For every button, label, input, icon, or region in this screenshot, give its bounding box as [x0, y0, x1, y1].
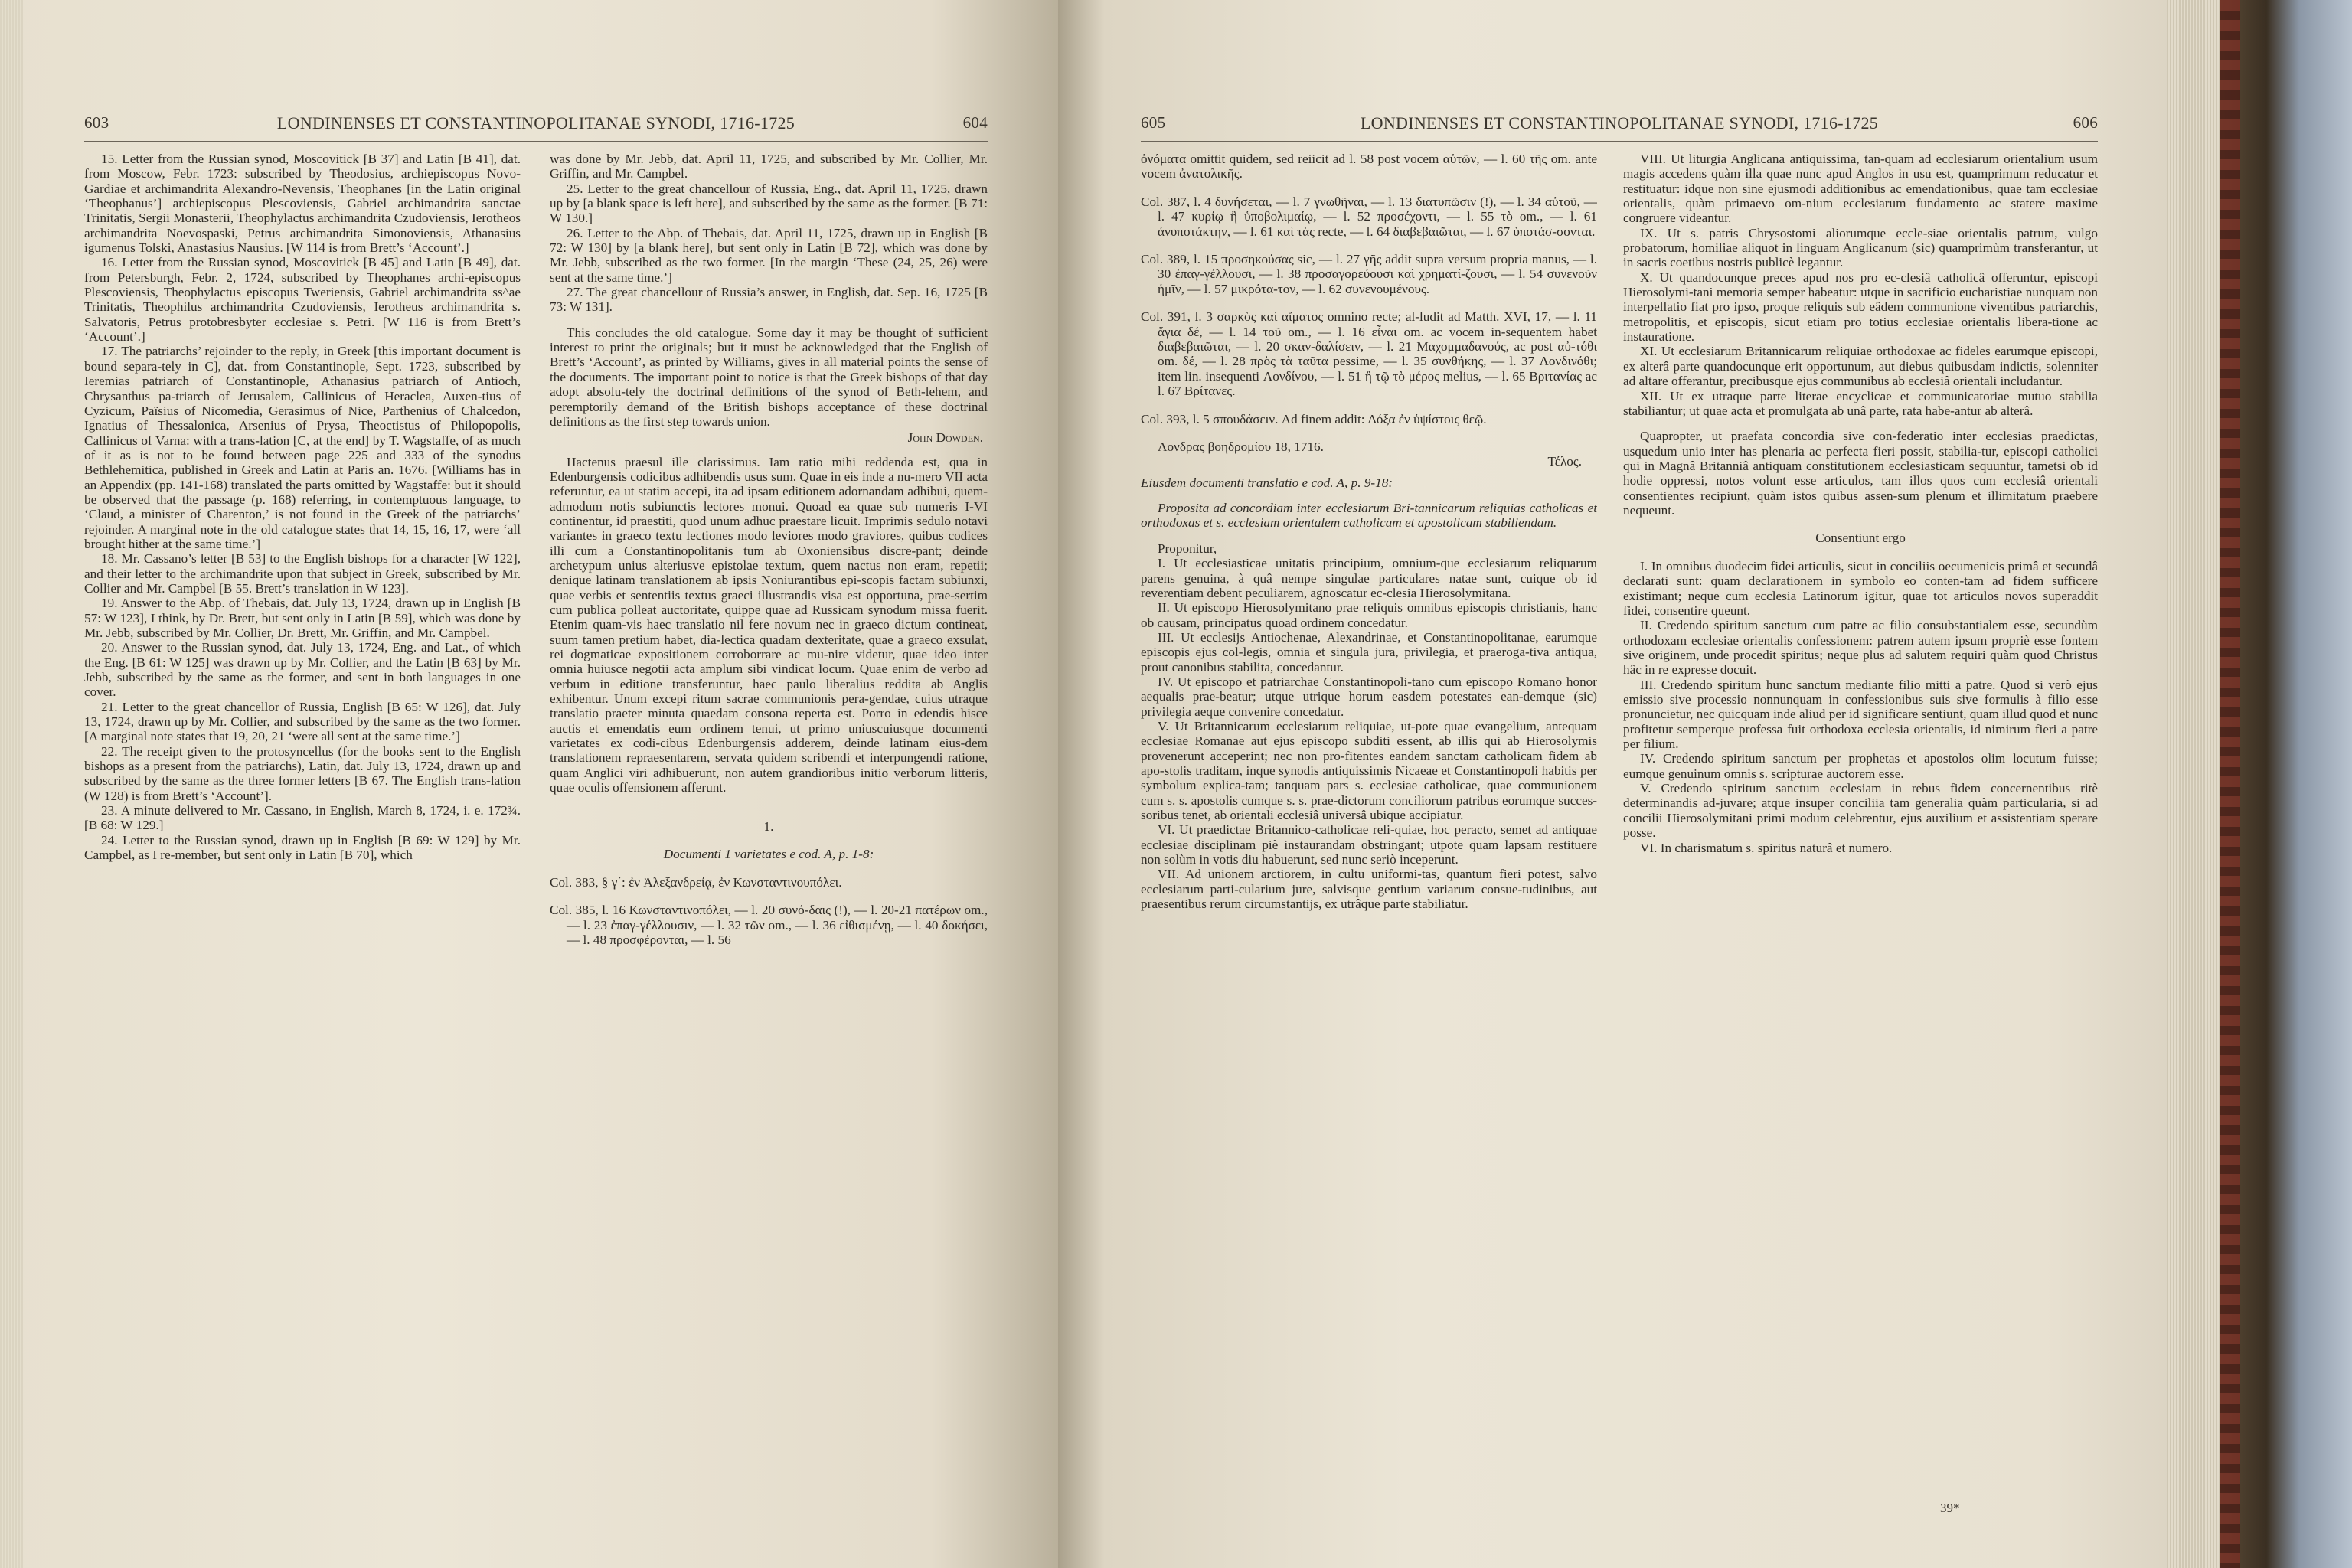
right-column-1 — [1141, 152, 1597, 1545]
proponitur: Proponitur, — [1158, 541, 1217, 556]
consent-V: V. Credendo spiritum sanctum ecclesiam in rebus fidem concernentibus ritè determinandis ad-juvare; atque insuper conciliia tam generalia quàm particularia, si ad concilii Hierosolymitani primi modum celebrentur, ejus auxilium et assistentiam sperare posse. — [1623, 781, 2098, 841]
left-column-2 — [550, 152, 988, 1545]
left-head-rule — [84, 141, 988, 142]
section-number: 1. — [763, 818, 774, 834]
consent-II: II. Credendo spiritum sanctum cum patre ac filio consubstantialem esse, secundùm orthodoxam ecclesiae orientalis confessionem: patrem autem ipsum propriè esse fontem sive originem, unde procedit spiritus; neque plus ad salutem requiri quàm quod Christus hâc in re expresse docuit. — [1623, 618, 2098, 678]
consent-VI: VI. In charismatum s. spiritus naturâ et numero. — [1640, 840, 1893, 855]
article-V: V. Ut Britannicarum ecclesiarum reliquiae, ut-pote quae evangelium, antequam ecclesiae Romanae aut ejus episcopo subditi essent, ab illis qui ab Hierosolymis provenerunt acceperint; nec non pro-fitentes eandem sanctam catholicam fidem ab apo-stolis traditam, inque synodis antiquissimis Nicaeae et Constantinopoli habitis per symbolum explica-tam; tanquam pars s. ecclesiae catholicae, quae communionem cum s. s. apostolis cumque s. s. prae-dictorum conciliorum patribus eorumque succes-soribus tenet, ab orientali ecclesiâ universâ ubique accipiatur. — [1141, 718, 1597, 822]
entry-22: 22. The receipt given to the protosyncellus (for the books sent to the English bishops as a present from the patriarchs), Latin, dat. July 13, 1724, drawn up and subscribed by the same as the three former letters [B 67. The English trans-lation (W 128) is from Brett’s ‘Account’]. — [84, 743, 521, 803]
page-number-603: 603 — [84, 113, 109, 132]
variant-col-387: Col. 387, l. 4 δυνήσεται, — l. 7 γνωθῆναι, — l. 13 διατυπῶσιν (!), — l. 34 αὐτοῦ, — l. 47 κυρίῳ ἢ ὑποβολιμαίῳ, — l. 52 προσέχοντι, — l. 55 τὸ om., — l. 61 ἀνυποτάκτην, — l. 61 καὶ τὰς recte, — l. 64 διαβεβαιῶται, — l. 67 ὑποτάσ-σονται. — [1141, 194, 1597, 239]
book-binding-strip — [2220, 0, 2240, 1568]
article-IX: IX. Ut s. patris Chrysostomi aliorumque eccle-siae orientalis patrum, vulgo probatorum, homiliae aliquot in linguam Anglicanum (sic) quamprimùm transferantur, ut in sacris coetibus nostris publicè legantur. — [1623, 225, 2098, 270]
entry-23: 23. A minute delivered to Mr. Cassano, in English, March 8, 1724, i. e. 172¾. [B 68: W 129.] — [84, 803, 521, 833]
article-I: I. Ut ecclesiasticae unitatis principium, omnium-que ecclesiarum reliquarum parens genuina, à quâ nempe singulae particulares natae sunt, cuique ob id reverentiam debent peculiarem, agnoscatur ec-clesia Hierosolymitana. — [1141, 556, 1597, 600]
entry-17: 17. The patriarchs’ rejoinder to the reply, in Greek [this important document is bound separa-tely in C], dat. from Constantinople, Sept. 1723, subscribed by Ieremias patriarch of Constantinople, Athanasius patriarch of Antioch, Chrysanthus pa-triarch of Jerusalem, Callinicus of Heraclea, Auxen-tius of Cyzicum, Païsius of Nicomedia, Gerasimus of Nice, Parthenius of Chalcedon, Ignatius of Thessalonica, Arsenius of Prysa, Theoctistus of Philopopolis, Callinicus of Varna: with a trans-lation [C, at the end] by T. Wagstaffe, of as much of it as is not to be found between page 225 and 333 of the synodus Bethlehemitica, published in Greek and Latin at Paris an. 1676. [Williams has in an Appendix (pp. 141-168) translated the parts omitted by Wagstaffe: but it should be observed that the passage (p. 168) referring, in contemptuous language, to ‘Claud, a minister of Charenton,’ is not found in the Greek of the patriarchs’ rejoinder. A marginal note in the old catalogue states that 14, 15, 16, 17, were ‘all brought hither at the same time.’] — [84, 344, 521, 551]
entry-21: 21. Letter to the great chancellor of Russia, English [B 65: W 126], dat. July 13, 1724, drawn up by Mr. Collier, and subscribed by the same as the two former. [A marginal note states that 19, 20, 21 ‘were all sent at the same time.’] — [84, 699, 521, 744]
editor-note: Hactenus praesul ille clarissimus. Iam ratio mihi reddenda est, qua in Edenburgensis codicibus adhibendis usus sum. Quae in eis inde a nu-mero VII acta referuntur, ea ut statim accepi, ita ad ipsam editionem adornandam adhibui, quem-admodum notis subiunctis lectores monui. Quoad ea quae sub numeris I-VI continentur, id praestiti, quod unum adhuc praestare licuit. Imprimis sedulo notavi variantes in graeco textu lectiones modo leviores modo graviores, quibus codices illi cum a Constantinopolitanis tum ab Oxoniensibus discre-pant; deinde archetypum unius alteriusve epistolae textum, quem nactus non eram, repetii; denique latinam translationem ab ipsis Noniurantibus epi-scopis factam subiunxi, quae verbis et sententiis textus graeci illustrandis visa est opportuna, prae-sertim cum publica polleat auctoritate, quippe quae ad Russicam synodum missa fuerit. Etenim quam-vis haec translatio nil fere novum nec in graeco dictum contineat, suum tamen pretium habet, dia-lectica quadam dexteritate, quae a graeco exsulat, rei dogmaticae expositionem corroborrare ac mu-nire videtur, quae ideo inter omnia huiusce negotii acta amplum sibi vindicat locum. Quae enim de verbo ad verbum in editione transferuntur, haec paulo liberalius reddita ab Anglis exhibentur. Unum excepi ritum sacrae communionis pera-gendae, cuius utraque translatio praeter minuta quaedam consona reperta est. Porro in edendis hisce auctis et emendatis eum ordinem tenui, ut primo uniuscuiusque documenti varietates ex codi-cibus Edenburgensis adderem, deinde latinam eius-dem translationem repraesentarem, servata quidem scribendi et interpungendi ratione, quam Anglici viri adhibuerunt, non autem grandioribus initio verborum litteris, quae oculis offensionem afferunt. — [550, 454, 988, 795]
signature-mark: 39* — [1940, 1501, 1960, 1515]
entry-24-cont: was done by Mr. Jebb, dat. April 11, 1725, and subscribed by Mr. Collier, Mr. Griffin, and Mr. Campbel. — [550, 152, 988, 181]
proposita-title: Proposita ad concordiam inter ecclesiarum Bri-tannicarum reliquias catholicas et orthodoxas et s. ecclesiam orientalem catholicam et apostolicam stabiliendam. — [1141, 501, 1597, 531]
entry-24: 24. Letter to the Russian synod, drawn up in English [B 69: W 129] by Mr. Campbel, as I re-member, but sent only in Latin [B 70], which — [84, 832, 521, 863]
entry-26: 26. Letter to the Abp. of Thebais, dat. April 11, 1725, drawn up in English [B 72: W 130] by [a blank here], but sent only in Latin [B 72], which was done by Mr. Jebb, subscribed as the two former. [In the margin ‘These (24, 25, 26) were sent at the same time.’] — [550, 225, 988, 285]
translatio-heading: Eiusdem documenti translatio e cod. A, p. 9-18: — [1141, 475, 1393, 490]
consentiunt: Consentiunt ergo — [1815, 531, 1906, 546]
entry-19: 19. Answer to the Abp. of Thebais, dat. July 13, 1724, drawn up in English [B 57: W 123], I think, by Dr. Brett, but sent only in Latin [B 59], which was done by Mr. Jebb, subscribed by Mr. Collier, Dr. Brett, Mr. Griffin, and Mr. Campbel. — [84, 596, 521, 640]
article-II: II. Ut episcopo Hierosolymitano prae reliquis omnibus episcopis christianis, hanc ob causam, principatus quoad ordinem concedatur. — [1141, 600, 1597, 630]
variant-col-385: Col. 385, l. 16 Κωνσταντινοπόλει, — l. 20 συνό-δαις (!), — l. 20-21 πατέρων om., — l. 23 ἐπαγ-γέλλουσιν, — l. 32 τῶν om., — l. 36 εἰθισμένῃ, — l. 40 δοκήσει, — l. 48 προσφέρονται, — l. 56 — [550, 903, 988, 947]
variant-col-389: Col. 389, l. 15 προσηκούσας sic, — l. 27 γῆς addit supra versum propria manus, — l. 30 ἐπαγ-γέλλουσι, — l. 38 προσαγορεύουσι καὶ χρηματί-ζουσι, — l. 54 συνενοῦν ἡμῖν, — l. 57 μικρότα-τον, — l. 62 συνενουμένους. — [1141, 252, 1597, 296]
right-column-2 — [1623, 152, 2098, 1545]
telos: Τέλος. — [1547, 454, 1582, 469]
consent-IV: IV. Credendo spiritum sanctum per prophetas et apostolos olim locutum fuisse; eumque genuinum omnis s. scripturae auctorem esse. — [1623, 751, 2098, 781]
variant-col-391: Col. 391, l. 3 σαρκὸς καὶ αἵματος omnino recte; al-ludit ad Matth. XVI, 17, — l. 11 ἅγια δέ, — l. 14 τοῦ om., — l. 16 εἶναι om. ac vocem in-sequentem habet διαβεβαιῶται, — l. 20 σκαν-δαλίσειν, — l. 21 Μαχομμαδανούς, ac post αὐ-τόθι om. δέ, — l. 28 πρὸς τὰ ταῦτα pessime, — l. 35 συνθήκης, — l. 37 Λονδινόθι; item lin. insequenti Λονδίνου, — l. 51 ἢ τῷ τὸ μέρος melius, — l. 65 Βριτανίας ac l. 67 Βρίτανες. — [1141, 309, 1597, 399]
entry-27: 27. The great chancellour of Russia’s answer, in English, dat. Sep. 16, 1725 [B 73: W 131]. — [550, 285, 988, 315]
consent-I: I. In omnibus duodecim fidei articulis, sicut in conciliis oecumenicis primâ et secundâ declarati sunt: quam declarationem in symbolo eo conten-tam ad fidem sufficere existimant; neque cum ecclesia Latinorum igitur, quae tot articulos novos superaddit fidei, consentire queunt. — [1623, 558, 2098, 618]
article-VIII: VIII. Ut liturgia Anglicana antiquissima, tan-quam ad ecclesiarum orientalium usum magis accedens quàm illa quae nunc apud Anglos in usu est, quamprimum reducatur et restituatur: idque non sine ejusmodi additionibus ac emendationibus, quae tam ecclesiae orientalis, quàm primaevo om-nium ecclesiarum fundamento ac statere maxime congruere videantur. — [1623, 152, 2098, 226]
article-XI: XI. Ut ecclesiarum Britannicarum reliquiae orthodoxae ac fideles earumque episcopi, ex alterâ parte quandocunque erit opportunum, aut diebus quibusdam indictis, solenniter ad altare offerantur, precibusque ejus communibus ab ecclesiâ orientali includantur. — [1623, 344, 2098, 389]
left-page — [0, 0, 1058, 1568]
article-VII: VII. Ad unionem arctiorem, in cultu uniformi-tas, quantum fieri potest, salvo ecclesiarum parti-cularium jure, salvisque gentium variarum consue-tudinibus, aut praesentibus rerum circumstantijs, ex utrâque parte stabiliatur. — [1141, 867, 1597, 912]
consent-III: III. Credendo spiritum hunc sanctum mediante filio mitti a patre. Quod si verò ejus emissio sive processio nonnunquam in confessionibus suis sive formulis à filio esse pronuncietur, nec quicquam inde aliud per id significare sentiunt, quam illud quod et nunc profitetur semperque professa fuit orthodoxa ecclesia orientalis, id nimirum fieri a patre per filium. — [1623, 677, 2098, 752]
entry-20: 20. Answer to the Russian synod, dat. July 13, 1724, Eng. and Lat., of which the Eng. [B 61: W 125] was drawn up by Mr. Collier, and the Latin [B 63] by Mr. Jebb, subscribed by the same as the former, and sent in both languages in one cover. — [84, 640, 521, 700]
closing-note: This concludes the old catalogue. Some day it may be thought of sufficient interest to print the originals; but it must be acknowledged that the English of Brett’s ‘Account’, as printed by Williams, gives in all material points the sense of the documents. The important point to notice is that the Greek bishops of that day adopt absolu-tely the doctrinal definitions of the synod of Beth-lehem, and peremptorily demand of the British bishops acceptance of these doctrinal definitions as the first step towards union. — [550, 325, 988, 429]
entry-18: 18. Mr. Cassano’s letter [B 53] to the English bishops for a character [W 122], and their letter to the archimandrite upon that subject in Greek, subscribed by Mr. Collier and Mr. Campbel [B 55. Brett’s translation in W 123]. — [84, 551, 521, 596]
variant-col-383: Col. 383, § γ΄: ἐν Ἀλεξανδρείᾳ, ἐν Κωνσταντινουπόλει. — [550, 874, 842, 890]
variant-cont: ὀνόματα omittit quidem, sed reiicit ad l. 58 post vocem αὐτῶν, — l. 60 τῆς om. ante vocem ἀνατολικῆς. — [1141, 152, 1597, 181]
section-title: Documenti 1 varietates e cod. A, p. 1-8: — [663, 847, 874, 862]
entry-25: 25. Letter to the great chancellour of Russia, Eng., dat. April 11, 1725, drawn up by [a blank space is left here], and subscribed by the same as the former. [B 71: W 130.] — [550, 181, 988, 226]
entry-15: 15. Letter from the Russian synod, Moscovitick [B 37] and Latin [B 41], dat. from Moscow, Febr. 1723: subscribed by Theodosius, archiepiscopus Novo-Gardiae et archimandrita Alexandro-Nevensis, Theophanes [in the Latin original ‘Theophanus’] archiepiscopus Plescoviensis, Gabriel archimandrita sanctae Trinitatis, Sergii Monasterii, Theophylactus archimandrita Czudoviensis, Ierotheos archimandrita Noevospaski, Petrus archimandrita Simonoviensis, Athanasius igumenus Tolski, Anastasius Nausius. [W 114 is from Brett’s ‘Account’.] — [84, 152, 521, 256]
running-title-left: LONDINENSES ET CONSTANTINOPOLITANAE SYNODI, 1716-1725 — [276, 113, 795, 132]
entry-16: 16. Letter from the Russian synod, Moscovitick [B 45] and Latin [B 49], dat. from Petersburgh, Febr. 2, 1724, subscribed by Theophanes archi-episcopus Plescoviensis, Theophylactus episcopus Tweriensis, Gabriel archimandrita ss^ae Trinitatis, Theophilus archimandrita Czudoviensis, Ierotheus archimandrita s. Salvatoris, Petrus protobresbyter ecclesiae s. Petri. [W 116 is from Brett’s ‘Account’.] — [84, 255, 521, 345]
page-number-604: 604 — [962, 113, 988, 132]
page-number-605: 605 — [1141, 113, 1166, 132]
quapropter: Quapropter, ut praefata concordia sive con-federatio inter ecclesias praedictas, usquedum unio inter has plenaria ac perfecta fieri possit, stabilia-tur, episcopi catholici qui in Magnâ Britanniâ antiquam constitutionem ecclesiasticam sequuntur, tametsi ob id hodie oppressi, notos volunt esse articulos, tam illos quos cum ecclesiâ orientali consentientes recipiunt, quàm istos quibus assen-sum plenum et illimitatum praebere nequeunt. — [1623, 429, 2098, 518]
left-page-edge — [0, 0, 23, 1568]
right-page-edge — [2167, 0, 2220, 1568]
article-VI: VI. Ut praedictae Britannico-catholicae reli-quiae, hoc peracto, semet ad antiquae ecclesiae disciplinam piè instaurandam obstringant; utpote quam lapsam restituere non solùm in votis diu habuerunt, sed nunc seriò inceperunt. — [1141, 822, 1597, 867]
page-number-606: 606 — [2073, 113, 2098, 132]
article-XII: XII. Ut ex utraque parte literae encyclicae et communicatoriae mutuo stabilia stabiliantur; ut quae acta et promulgata ab unâ parte, rata habe-antur ab alterâ. — [1623, 388, 2098, 418]
right-head-rule — [1141, 141, 2098, 142]
variant-col-393: Col. 393, l. 5 σπουδάσειν. Ad finem addit: Δόξα ἐν ὑψίστοις θεῷ. — [1141, 411, 1487, 426]
closing-date: Λονδρας βοηδρομίου 18, 1716. — [1158, 439, 1324, 455]
article-X: X. Ut quandocunque preces apud nos pro ec-clesiâ catholicâ offeruntur, episcopi Hierosolymi-tani memoria semper habeatur: utque in sacrificio eucharistiae nunquam non interpellatio fiat pro ipso, proque reliquis sub eâdem communione viventibus patriarchis, metropolitis, et episcopis, sicut etiam pro totius ecclesiae orientalis libera-tione ac instauratione. — [1623, 270, 2098, 345]
left-column-1 — [84, 152, 521, 1545]
article-III: III. Ut ecclesijs Antiochenae, Alexandrinae, et Constantinopolitanae, earumque episcopis ejus col-legis, omnia et singula jura, privilegia, et praeroga-tiva antiqua, prout canonibus stabilita, concedantur. — [1141, 629, 1597, 675]
right-page — [1058, 0, 2220, 1568]
signature: John Dowden. — [907, 430, 983, 446]
article-IV: IV. Ut episcopo et patriarchae Constantinopoli-tano cum episcopo Romano honor aequalis prae-beatur; utque utrique horum easdem potestates ean-demque (sic) privilegia aeque convenire concedatur. — [1141, 674, 1597, 719]
running-title-right: LONDINENSES ET CONSTANTINOPOLITANAE SYNODI, 1716-1725 — [1360, 113, 1879, 132]
